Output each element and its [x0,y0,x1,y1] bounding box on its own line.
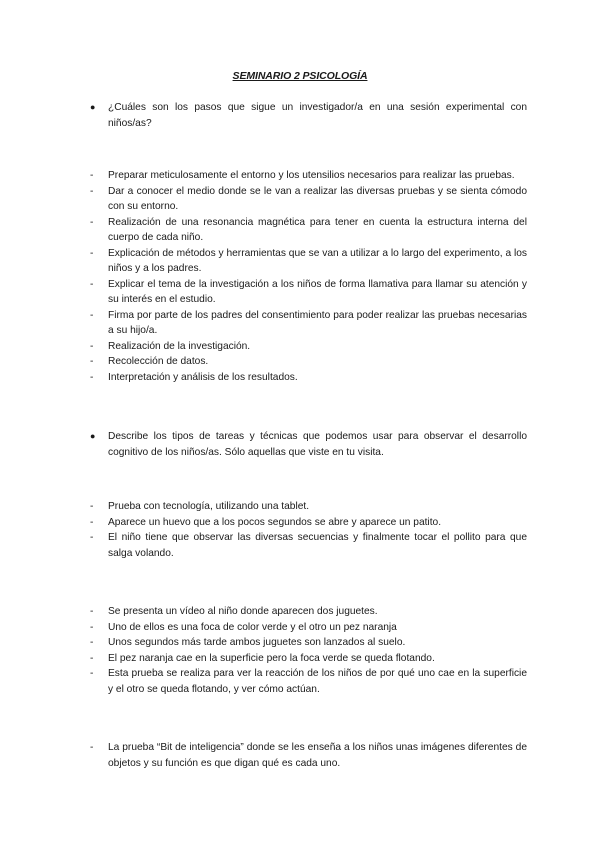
list-item-text: Realización de una resonancia magnética para tener en cuenta la estructura interna del cuerpo de cada niño. [108,216,527,243]
list-item-text: Dar a conocer el medio donde se le van a realizar las diversas pruebas y se sienta cómodo con su entorno. [108,185,527,212]
list-item [90,530,527,561]
list-item-text: Se presenta un vídeo al niño donde aparecen dos juguetes. [108,606,378,617]
tablet-test-list [90,499,527,561]
steps-list [90,168,527,385]
list-item [90,499,527,515]
bullet-icon: ● [90,102,96,112]
list-item [90,620,527,636]
document-title: SEMINARIO 2 PSICOLOGÍA [232,70,368,82]
question-2 [90,429,527,460]
dash-marker: - [90,170,94,181]
question-1-row [90,100,527,131]
dash-marker: - [90,516,94,528]
list-item-text: Interpretación y análisis de los resultados. [108,371,298,383]
list-item-text: Realización de la investigación. [108,340,251,352]
dash-marker: - [90,216,94,228]
list-item [90,354,527,370]
bullet-icon: ● [90,431,96,441]
dash-marker: - [90,652,94,664]
bit-test-list [90,740,527,771]
list-item [90,635,527,651]
question-2-row [90,429,527,460]
list-item [90,370,527,386]
list-item [90,515,527,531]
dash-marker: - [90,668,94,679]
dash-marker: - [90,278,94,290]
dash-marker: - [90,185,94,197]
list-item [90,339,527,355]
dash-marker: - [90,532,94,543]
dash-marker: - [90,742,94,753]
list-item-text: Explicación de métodos y herramientas que se van a utilizar a lo largo del experimento, a los niños y a los padres. [108,247,527,274]
list-item-text: Preparar meticulosamente el entorno y los utensilios necesarios para realizar las pruebas. [108,170,515,181]
list-item [90,666,527,697]
video-test-list [90,604,527,697]
list-item [90,215,527,246]
list-item-text: El niño tiene que observar las diversas secuencias y finalmente tocar el pollito para que salga volando. [108,532,527,559]
list-item-text: Firma por parte de los padres del consentimiento para poder realizar las pruebas necesarias a su hijo/a. [108,309,527,336]
list-item [90,246,527,277]
dash-marker: - [90,340,94,352]
dash-marker: - [90,371,94,383]
list-item [90,184,527,215]
list-item-text: Prueba con tecnología, utilizando una tablet. [108,501,310,512]
list-item-text: Recolección de datos. [108,356,209,367]
dash-marker: - [90,501,94,512]
list-item-text: Aparece un huevo que a los pocos segundos se abre y aparece un patito. [108,516,442,528]
list-item [90,168,527,184]
list-item-text: Unos segundos más tarde ambos juguetes son lanzados al suelo. [108,637,406,648]
list-item-text: Explicar el tema de la investigación a los niños de forma llamativa para llamar su atención y su interés en el estudio. [108,278,527,305]
dash-marker: - [90,637,94,648]
dash-marker: - [90,247,94,259]
list-item-text: El pez naranja cae en la superficie pero la foca verde se queda flotando. [108,652,435,664]
list-item-text: Uno de ellos es una foca de color verde y el otro un pez naranja [108,621,397,633]
list-item-text: Esta prueba se realiza para ver la reacción de los niños de por qué uno cae en la superficie y el otro se queda flotando, y ver cómo actúan. [108,668,527,695]
list-item [90,740,527,771]
question-1 [90,100,527,131]
dash-marker: - [90,606,94,617]
list-item [90,277,527,308]
list-item [90,651,527,667]
dash-marker: - [90,309,94,321]
dash-marker: - [90,621,94,633]
list-item [90,604,527,620]
list-item [90,308,527,339]
question-1-text: ¿Cuáles son los pasos que sigue un investigador/a en una sesión experimental con niños/as? [108,102,527,129]
question-2-text: Describe los tipos de tareas y técnicas que podemos usar para observar el desarrollo cognitivo de los niños/as. Sólo aquellas que viste en tu visita. [108,431,527,458]
list-item-text: La prueba “Bit de inteligencia” donde se les enseña a los niños unas imágenes diferentes de objetos y su función es que digan qué es cada uno. [108,742,527,769]
dash-marker: - [90,356,94,367]
